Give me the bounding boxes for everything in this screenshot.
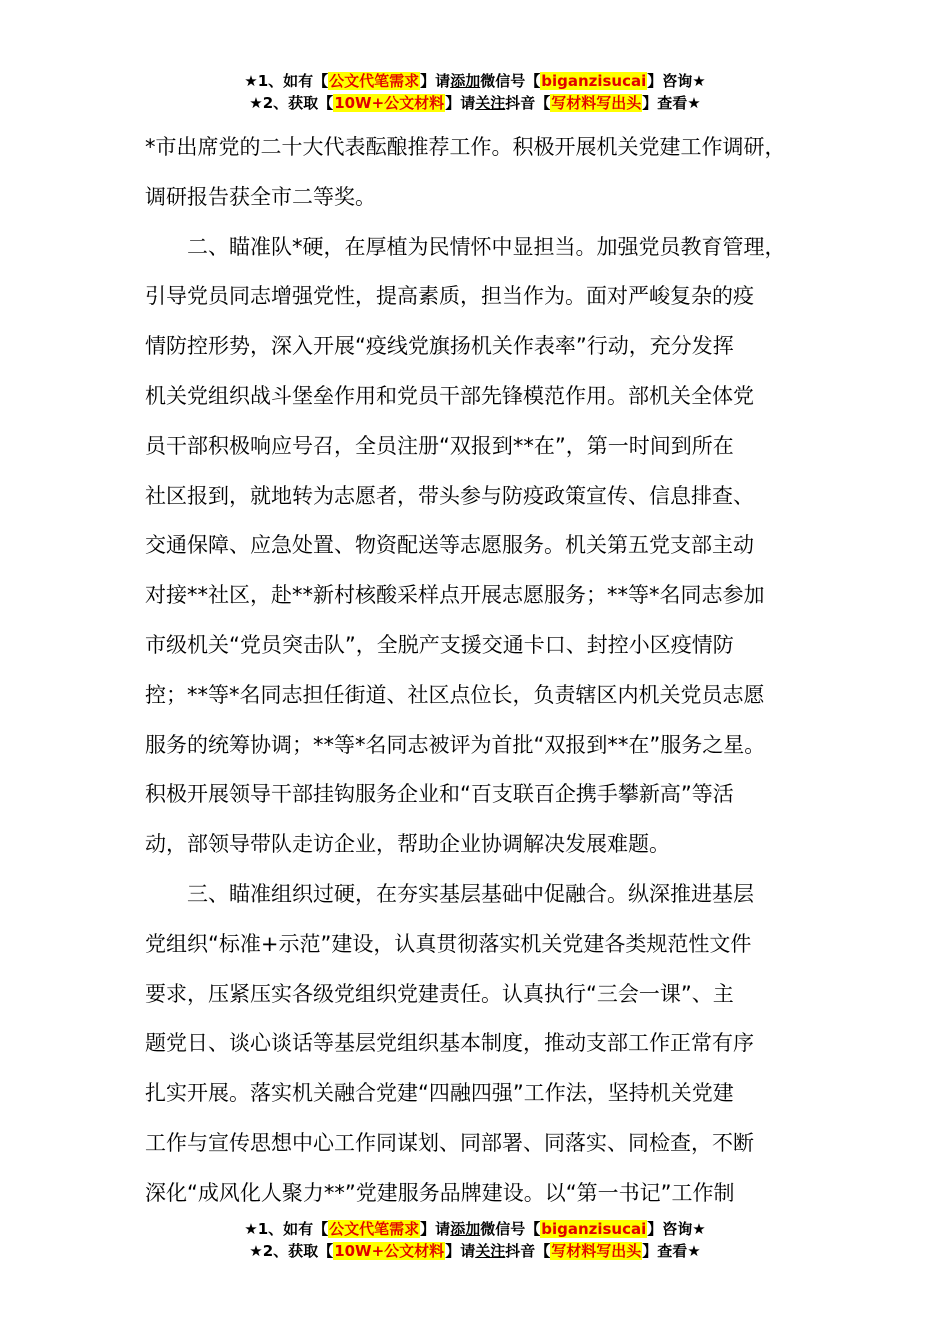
banner-text: 微信号【 — [480, 72, 541, 90]
text-line: 动，部领导带队走访企业，帮助企业协调解决发展难题。 — [145, 832, 670, 857]
banner-text: 抖音【 — [505, 94, 551, 112]
text-line: 市级机关“党员突击队”，全脱产支援交通卡口、封控小区疫情防 — [145, 632, 734, 657]
banner-line-1 — [0, 70, 950, 92]
text-line: 服务的统筹协调；**等*名同志被评为首批“双报到**在”服务之星。 — [145, 732, 766, 757]
banner-text: ★2、获取【 — [249, 94, 334, 112]
banner-line-2 — [0, 1240, 950, 1262]
banner-highlight: 10W+公文材料 — [334, 1242, 445, 1260]
banner-text: ★1、如有【 — [244, 1220, 329, 1238]
banner-highlight: biganzisucai — [541, 1220, 647, 1238]
banner-underline: 关注 — [475, 1242, 506, 1260]
banner-underline: 添加 — [450, 72, 481, 90]
banner-line-2 — [0, 92, 950, 114]
banner-text: 】咨询★ — [647, 1220, 706, 1238]
banner-text: 】查看★ — [642, 94, 701, 112]
banner-text: ★2、获取【 — [249, 1242, 334, 1260]
banner-text: 】请 — [445, 1242, 476, 1260]
text-line: 对接**社区，赴**新村核酸采样点开展志愿服务；**等*名同志参加 — [145, 583, 765, 608]
text-line: 控；**等*名同志担任街道、社区点位长，负责辖区内机关党员志愿 — [145, 682, 765, 707]
banner-text: 】请 — [420, 72, 451, 90]
header-banner-top — [0, 70, 950, 114]
text-line: *市出席党的二十大代表酝酿推荐工作。积极开展机关党建工作调研， — [145, 135, 786, 159]
text-line: 情防控形势，深入开展“疫线党旗扬机关作表率”行动，充分发挥 — [145, 334, 734, 359]
text-line: 员干部积极响应号召，全员注册“双报到**在”，第一时间到所在 — [145, 433, 734, 458]
banner-highlight: 写材料写出头 — [551, 94, 642, 112]
banner-text: 】请 — [420, 1220, 451, 1238]
text-line: 二、瞄准队*硬，在厚植为民情怀中显担当。加强党员教育管理， — [145, 234, 786, 259]
text-line: 交通保障、应急处置、物资配送等志愿服务。机关第五党支部主动 — [145, 533, 754, 558]
text-line: 社区报到，就地转为志愿者，带头参与防疫政策宣传、信息排查、 — [145, 483, 754, 508]
banner-highlight: 公文代笔需求 — [329, 1220, 420, 1238]
banner-text: 】查看★ — [642, 1242, 701, 1260]
banner-highlight: biganzisucai — [541, 72, 647, 90]
banner-highlight: 10W+公文材料 — [334, 94, 445, 112]
text-line: 三、瞄准组织过硬，在夯实基层基础中促融合。纵深推进基层 — [145, 881, 754, 906]
banner-underline: 添加 — [450, 1220, 481, 1238]
banner-highlight: 写材料写出头 — [551, 1242, 642, 1260]
text-line: 引导党员同志增强党性，提高素质，担当作为。面对严峻复杂的疫 — [145, 284, 754, 309]
document-body — [145, 123, 810, 1219]
text-line: 工作与宣传思想中心工作同谋划、同部署、同落实、同检查，不断 — [145, 1130, 754, 1155]
banner-text: ★1、如有【 — [244, 72, 329, 90]
banner-text: 】请 — [445, 94, 476, 112]
text-line: 机关党组织战斗堡垒作用和党员干部先锋模范作用。部机关全体党 — [145, 383, 754, 408]
text-line: 题党日、谈心谈话等基层党组织基本制度，推动支部工作正常有序 — [145, 1031, 754, 1056]
banner-line-1 — [0, 1218, 950, 1240]
text-line: 调研报告获全市二等奖。 — [145, 184, 376, 209]
banner-text: 抖音【 — [505, 1242, 551, 1260]
text-line: 党组织“标准+示范”建设，认真贯彻落实机关党建各类规范性文件 — [145, 931, 752, 956]
text-line: 扎实开展。落实机关融合党建“四融四强”工作法，坚持机关党建 — [145, 1081, 734, 1106]
banner-underline: 关注 — [475, 94, 506, 112]
banner-text: 微信号【 — [480, 1220, 541, 1238]
banner-text: 】咨询★ — [647, 72, 706, 90]
banner-highlight: 公文代笔需求 — [329, 72, 420, 90]
text-line: 积极开展领导干部挂钩服务企业和“百支联百企携手攀新高”等活 — [145, 782, 734, 807]
header-banner-bottom — [0, 1218, 950, 1262]
text-line: 要求，压紧压实各级党组织党建责任。认真执行“三会一课”、主 — [145, 981, 734, 1006]
text-line: 深化“成风化人聚力**”党建服务品牌建设。以“第一书记”工作制 — [145, 1180, 735, 1205]
